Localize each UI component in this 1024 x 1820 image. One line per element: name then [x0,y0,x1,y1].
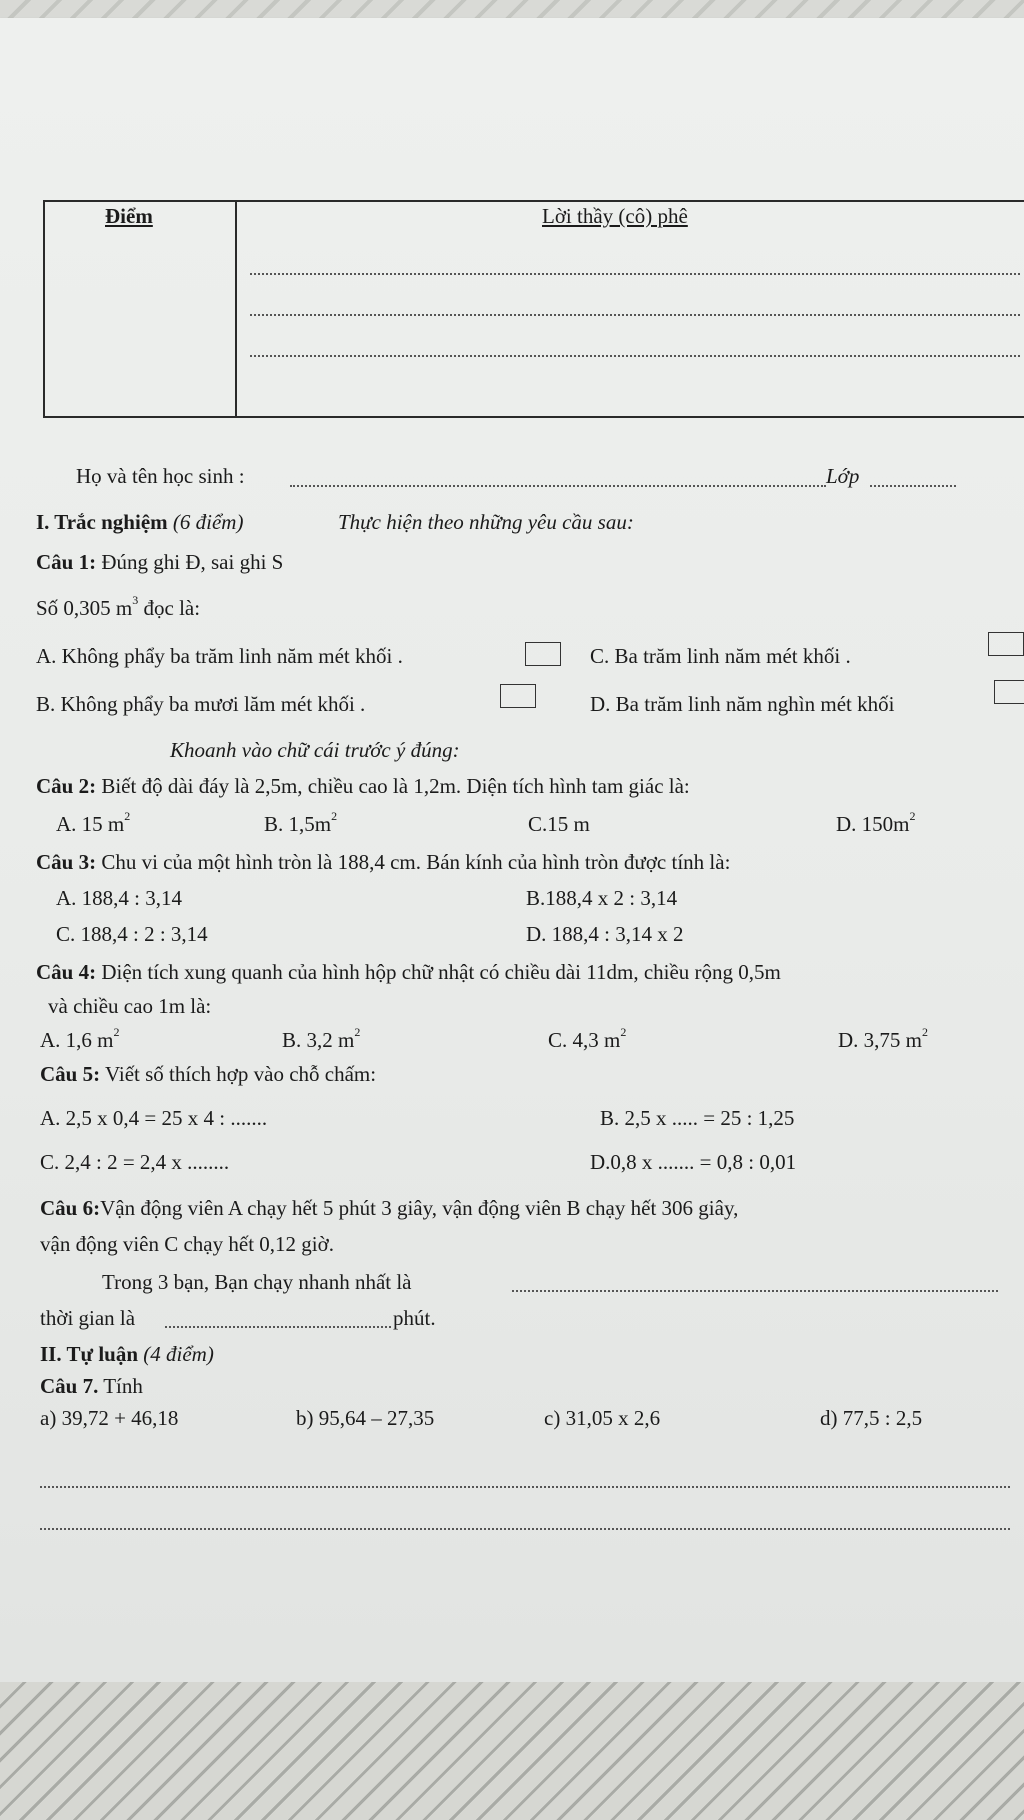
q2-b-sup: 2 [331,809,338,823]
q2-b-text: B. 1,5m [264,812,332,836]
teacher-comment-label: Lời thầy (cô) phê [542,204,688,228]
score-label: Điểm [105,204,153,228]
q5-heading [40,1064,376,1085]
q2-option-b[interactable] [264,809,338,836]
answer-line-2[interactable] [40,1528,1010,1530]
q2-option-d[interactable] [836,809,916,836]
q5-text: Viết số thích hợp vào chỗ chấm: [104,1062,377,1086]
q2-a-sup: 2 [124,809,131,823]
section2-title: II. Tự luận [40,1342,139,1366]
q4-a-text: A. 1,6 m [40,1028,114,1052]
q5-option-d[interactable]: D.0,8 x ....... = 0,8 : 0,01 [590,1150,797,1174]
q7-text: Tính [103,1374,143,1398]
q6-text-2: vận động viên C chạy hết 0,12 giờ. [40,1232,334,1256]
q1-stem-sup: 3 [132,593,139,607]
q2-option-a[interactable] [56,809,131,836]
q1-option-c: C. Ba trăm linh năm mét khối . [590,644,851,668]
q4-c-text: C. 4,3 m [548,1028,621,1052]
q2-a-text: A. 15 m [56,812,125,836]
q2-d-text: D. 150m [836,812,910,836]
q6-text: Vận động viên A chạy hết 5 phút 3 giây, vận động viên B chạy hết 306 giây, [100,1196,739,1220]
q3-heading [36,852,730,873]
q1-checkbox-d[interactable] [994,680,1024,704]
q7-label: Câu 7. [40,1374,99,1398]
q4-b-text: B. 3,2 m [282,1028,355,1052]
q2-option-c[interactable]: C.15 m [528,812,590,836]
q4-heading [36,962,781,983]
q7-heading [40,1376,143,1397]
section1-title: I. Trắc nghiệm [36,510,168,534]
q1-stem-pre: Số 0,305 m [36,596,133,620]
q3-option-c[interactable]: C. 188,4 : 2 : 3,14 [56,922,208,946]
q4-d-text: D. 3,75 m [838,1028,922,1052]
q5-option-b[interactable]: B. 2,5 x ..... = 25 : 1,25 [600,1106,795,1130]
q7-item-c: c) 31,05 x 2,6 [544,1406,661,1430]
q3-label: Câu 3: [36,850,97,874]
q6-fastest-answer-field[interactable] [512,1290,998,1292]
q3-option-a[interactable]: A. 188,4 : 3,14 [56,886,182,910]
q4-text-2: và chiều cao 1m là: [48,994,212,1018]
q6-label: Câu 6: [40,1196,101,1220]
q7-item-a: a) 39,72 + 46,18 [40,1406,179,1430]
grade-box [43,200,1024,418]
q2-d-sup: 2 [909,809,916,823]
student-name-label: Họ và tên học sinh : [76,464,245,488]
q3-text: Chu vi của một hình tròn là 188,4 cm. Bán kính của hình tròn được tính là: [101,850,731,874]
q2-text: Biết độ dài đáy là 2,5m, chiều cao là 1,2m. Diện tích hình tam giác là: [101,774,690,798]
q1-stem-post: đọc là: [138,596,201,620]
q7-item-d: d) 77,5 : 2,5 [820,1406,923,1430]
student-name-field[interactable] [290,485,826,487]
section2-heading [40,1344,214,1365]
q5-label: Câu 5: [40,1062,101,1086]
q7-item-b: b) 95,64 – 27,35 [296,1406,435,1430]
q5-option-c[interactable]: C. 2,4 : 2 = 2,4 x ........ [40,1150,230,1174]
q6-text-4-pre: thời gian là [40,1306,136,1330]
section1-instruction: Thực hiện theo những yêu cầu sau: [338,510,634,534]
q1-checkbox-c[interactable] [988,632,1024,656]
section1-points: (6 điểm) [172,510,244,534]
q1-option-a: A. Không phẩy ba trăm linh năm mét khối . [36,644,403,668]
q6-heading [40,1198,738,1219]
q3-option-b[interactable]: B.188,4 x 2 : 3,14 [526,886,678,910]
class-field[interactable] [870,485,956,487]
q1-option-d: D. Ba trăm linh năm nghìn mét khối [590,692,895,716]
q1-checkbox-b[interactable] [500,684,536,708]
grade-box-divider [235,200,237,418]
section1-heading [36,512,243,533]
q4-text: Diện tích xung quanh của hình hộp chữ nhật có chiều dài 11dm, chiều rộng 0,5m [101,960,781,984]
q1-stem [36,593,201,620]
q1-label: Câu 1: [36,550,97,574]
answer-line-1[interactable] [40,1486,1010,1488]
class-label: Lớp [826,464,860,488]
q6-time-answer-field[interactable] [165,1326,391,1328]
q4-d-sup: 2 [922,1025,928,1039]
comment-line-2[interactable] [250,314,1020,316]
q4-option-d[interactable] [838,1025,928,1052]
q4-option-b[interactable] [282,1025,361,1052]
q1-heading [36,552,283,573]
comment-line-1[interactable] [250,273,1020,275]
q1-checkbox-a[interactable] [525,642,561,666]
section2-points: (4 điểm) [143,1342,214,1366]
q4-option-c[interactable] [548,1025,627,1052]
background-top [0,0,1024,20]
q5-option-a[interactable]: A. 2,5 x 0,4 = 25 x 4 : ....... [40,1106,268,1130]
q6-text-4-post: phút. [393,1306,436,1330]
q2-label: Câu 2: [36,774,97,798]
comment-line-3[interactable] [250,355,1020,357]
q4-a-sup: 2 [113,1025,120,1039]
q4-b-sup: 2 [354,1025,361,1039]
q6-text-3: Trong 3 bạn, Bạn chạy nhanh nhất là [102,1270,412,1294]
q1-option-b: B. Không phẩy ba mươi lăm mét khối . [36,692,366,716]
q2-heading [36,776,690,797]
background-bottom [0,1682,1024,1820]
q4-label: Câu 4: [36,960,97,984]
q4-option-a[interactable] [40,1025,120,1052]
circle-instruction: Khoanh vào chữ cái trước ý đúng: [170,738,460,762]
q3-option-d[interactable]: D. 188,4 : 3,14 x 2 [526,922,684,946]
q4-c-sup: 2 [620,1025,627,1039]
q1-text: Đúng ghi Đ, sai ghi S [101,550,284,574]
